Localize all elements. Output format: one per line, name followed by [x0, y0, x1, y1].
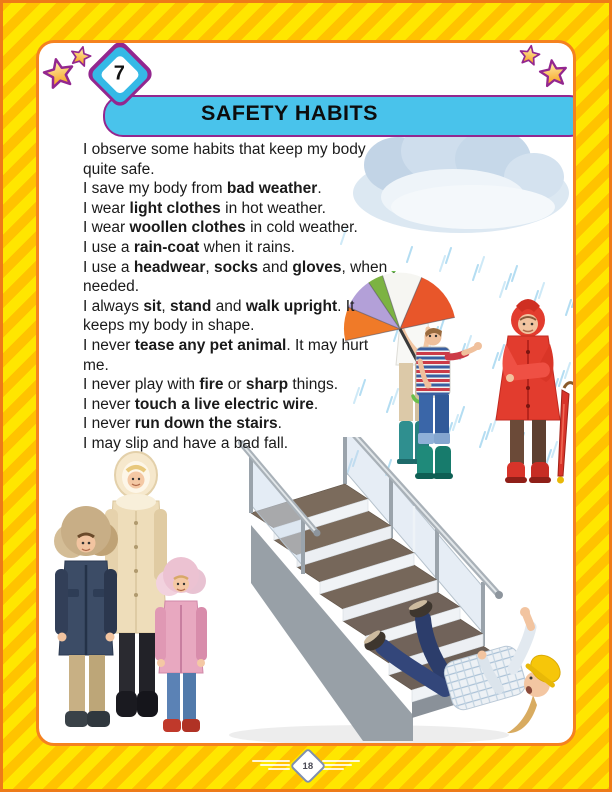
- text-line: I never tease any pet animal. It may hurt me.: [83, 336, 369, 374]
- footer-dash: [322, 760, 360, 762]
- winter-boy-figure: [54, 506, 118, 727]
- content-area: [36, 40, 576, 746]
- text-line: I use a rain-coat when it rains.: [83, 238, 295, 256]
- lesson-number: 7: [114, 62, 126, 85]
- text-line: I never play with fire or sharp things.: [83, 376, 339, 394]
- star-icon: [69, 45, 92, 67]
- text-line: I wear light clothes in hot weather.: [83, 199, 326, 217]
- footer-dash: [322, 768, 344, 770]
- text-line: I never touch a live electric wire.: [83, 395, 319, 413]
- text-line: I observe some habits that keep my body quite safe.: [83, 141, 366, 178]
- text-line: I save my body from bad weather.: [83, 180, 322, 198]
- stairs-fall-illustration: [199, 437, 576, 746]
- footer-dash: [252, 760, 290, 762]
- text-line: I never run down the stairs.: [83, 415, 282, 433]
- page-number: 18: [302, 760, 314, 772]
- footer-dash: [268, 768, 290, 770]
- text-line: I use a headwear, socks and gloves, when needed.: [83, 258, 388, 296]
- star-icon: [538, 58, 569, 88]
- winter-family-illustration: [41, 423, 221, 735]
- footer-dash: [322, 764, 352, 766]
- page-number-badge: [290, 748, 327, 785]
- text-line: I may slip and have a bad fall.: [83, 434, 289, 452]
- text-line: I always sit, stand and walk upright. It keeps my body in shape.: [83, 297, 355, 335]
- text-line: I wear woollen clothes in cold weather.: [83, 219, 358, 237]
- body-text: [83, 140, 389, 454]
- footer-dash: [260, 764, 290, 766]
- page-title: SAFETY HABITS: [201, 101, 378, 125]
